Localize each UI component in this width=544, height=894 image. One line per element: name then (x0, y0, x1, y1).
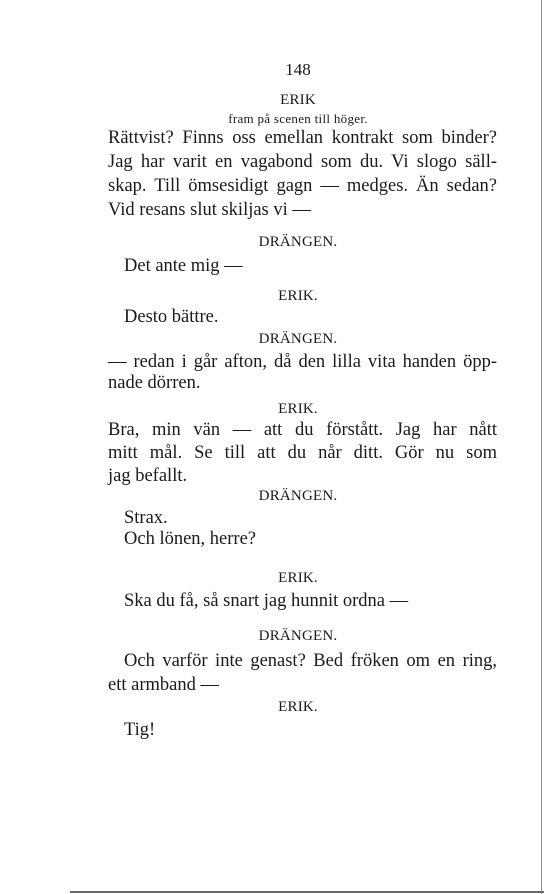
speaker-name: ERIK (280, 92, 316, 108)
dialogue-line: Det ante mig — (124, 256, 243, 276)
dialogue-line: Strax. (124, 508, 168, 528)
dialogue-line: mitt mål. Se till att du når ditt. Gör nu som (108, 443, 497, 463)
speaker-name: ERIK. (278, 288, 318, 304)
dialogue-line: Tig! (124, 720, 156, 740)
speaker-name: DRÄNGEN. (258, 234, 338, 250)
dialogue-line: Ska du få, så snart jag hunnit ordna — (124, 591, 409, 611)
stage-direction: fram på scenen till höger. (228, 111, 368, 126)
dialogue-line: ett armband — (108, 675, 219, 695)
page-edge-line (541, 0, 542, 894)
dialogue-line: Desto bättre. (124, 307, 219, 327)
speaker-name: ERIK. (278, 401, 318, 417)
dialogue-line: jag befallt. (108, 466, 188, 486)
speaker-name: DRÄNGEN. (258, 331, 338, 347)
dialogue-line: Vid resans slut skiljas vi — (108, 200, 311, 220)
dialogue-line: — redan i går afton, då den lilla vita handen öpp- (108, 352, 497, 372)
dialogue-line: Och varför inte genast? Bed fröken om en ring, (124, 651, 497, 671)
dialogue-line: Och lönen, herre? (124, 529, 257, 549)
speaker-name: ERIK. (278, 699, 318, 715)
speaker-name: ERIK. (278, 570, 318, 586)
dialogue-line: Rättvist? Finns oss emellan kontrakt som binder? (108, 128, 497, 148)
dialogue-line: nade dörren. (108, 373, 201, 393)
page-bottom-edge (70, 891, 544, 893)
dialogue-line: Bra, min vän — att du förstått. Jag har nått (108, 420, 497, 440)
page-number: 148 (285, 60, 311, 79)
dialogue-line: skap. Till ömsesidigt gagn — medges. Än sedan? (108, 176, 497, 196)
speaker-name: DRÄNGEN. (258, 488, 338, 504)
speaker-name: DRÄNGEN. (258, 628, 338, 644)
dialogue-line: Jag har varit en vagabond som du. Vi slogo säll- (108, 152, 497, 172)
